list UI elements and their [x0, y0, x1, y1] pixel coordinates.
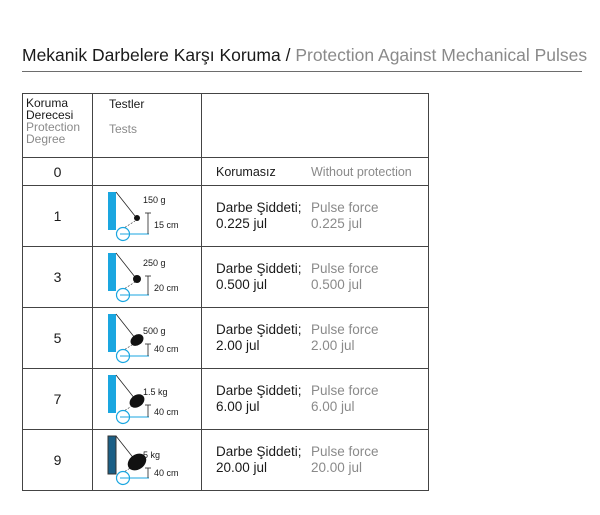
pulse-force-tr-value: 2.00 jul	[216, 338, 260, 353]
impact-mass-label: 500 g	[143, 326, 166, 336]
protection-table	[22, 93, 429, 491]
test-cell	[93, 369, 202, 430]
table-row-no-protection	[23, 158, 429, 186]
impact-mass-label: 250 g	[143, 258, 166, 268]
drop-height-label: 40 cm	[154, 344, 179, 354]
impact-test-icon	[93, 430, 202, 490]
level-cell: 5	[23, 308, 93, 369]
header-level-en-1: Protection	[26, 120, 81, 134]
pulse-force-en: Pulse force	[311, 444, 379, 459]
description-cell	[202, 158, 429, 186]
page-title	[22, 45, 587, 66]
header-level-tr-1: Koruma	[26, 96, 69, 110]
no-protection-tr: Korumasız	[216, 165, 276, 179]
pulse-force-tr-value: 6.00 jul	[216, 399, 260, 414]
impact-test-icon	[93, 308, 202, 368]
description-cell	[202, 247, 429, 308]
test-cell	[93, 186, 202, 247]
impact-mass	[134, 215, 140, 221]
pulse-force-en-value: 2.00 jul	[311, 338, 355, 353]
pulse-force-tr: Darbe Şiddeti;	[216, 200, 302, 215]
test-cell	[93, 308, 202, 369]
drop-height-label: 40 cm	[154, 407, 179, 417]
pulse-force-en: Pulse force	[311, 261, 379, 276]
header-tests	[93, 94, 202, 158]
no-protection-en: Without protection	[311, 165, 412, 179]
test-cell	[93, 247, 202, 308]
header-level-tr-2: Derecesi	[26, 108, 74, 122]
test-cell-empty	[93, 158, 202, 186]
pulse-force-en-value: 20.00 jul	[311, 460, 363, 475]
title-divider	[22, 71, 582, 72]
pulse-force-en-value: 6.00 jul	[311, 399, 355, 414]
table-row	[23, 186, 429, 247]
pulse-force-tr-value: 20.00 jul	[216, 460, 268, 475]
impact-test-icon	[93, 369, 202, 429]
table-row	[23, 308, 429, 369]
pulse-force-tr-value: 0.500 jul	[216, 277, 268, 292]
pulse-force-en: Pulse force	[311, 322, 379, 337]
level-cell: 7	[23, 369, 93, 430]
table-header-row	[23, 94, 429, 158]
impact-mass	[133, 275, 141, 283]
level-cell: 0	[23, 158, 93, 186]
pulse-force-tr-value: 0.225 jul	[216, 216, 268, 231]
impact-mass-label: 5 kg	[143, 450, 161, 460]
title-turkish: Mekanik Darbelere Karşı Koruma /	[22, 45, 291, 65]
pulse-force-en-value: 0.225 jul	[311, 216, 363, 231]
table-row	[23, 247, 429, 308]
level-cell: 3	[23, 247, 93, 308]
level-cell: 9	[23, 430, 93, 491]
pulse-force-en: Pulse force	[311, 200, 379, 215]
description-cell	[202, 369, 429, 430]
pulse-force-tr: Darbe Şiddeti;	[216, 444, 302, 459]
level-cell: 1	[23, 186, 93, 247]
table-row	[23, 369, 429, 430]
table-row	[23, 430, 429, 491]
header-protection-degree	[23, 94, 93, 158]
impact-mass-label: 150 g	[143, 195, 166, 205]
drop-height-label: 40 cm	[154, 468, 179, 478]
description-cell	[202, 430, 429, 491]
pulse-force-en: Pulse force	[311, 383, 379, 398]
drop-height-label: 20 cm	[154, 283, 179, 293]
header-tests-en: Tests	[109, 122, 138, 136]
impact-test-icon	[93, 247, 202, 307]
header-tests-tr: Testler	[109, 97, 145, 111]
pulse-force-en-value: 0.500 jul	[311, 277, 363, 292]
pulse-force-tr: Darbe Şiddeti;	[216, 261, 302, 276]
drop-height-label: 15 cm	[154, 220, 179, 230]
pulse-force-tr: Darbe Şiddeti;	[216, 383, 302, 398]
description-cell	[202, 186, 429, 247]
description-cell	[202, 308, 429, 369]
pulse-force-tr: Darbe Şiddeti;	[216, 322, 302, 337]
test-cell	[93, 430, 202, 491]
header-description	[202, 94, 429, 158]
impact-mass-label: 1.5 kg	[143, 387, 168, 397]
header-level-en-2: Degree	[26, 132, 66, 146]
title-english: Protection Against Mechanical Pulses	[295, 45, 588, 65]
